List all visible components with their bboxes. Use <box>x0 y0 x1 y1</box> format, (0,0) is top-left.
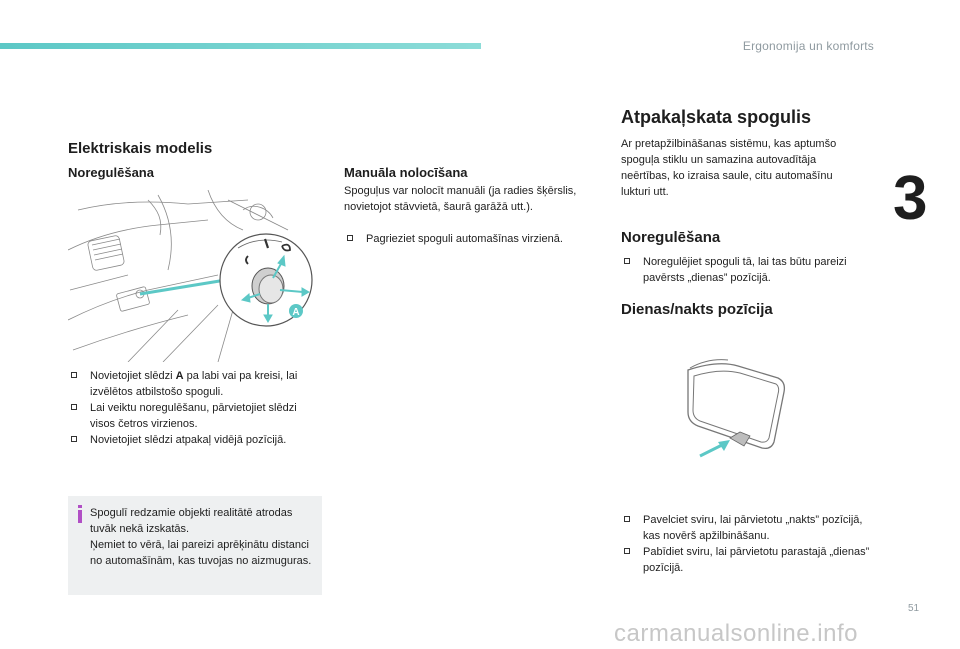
list-item: Novietojiet slēdzi A pa labi vai pa kreisi, lai izvēlētos atbilstošo spoguli. <box>68 368 322 400</box>
manual-fold-steps <box>344 231 584 247</box>
section-title-manual-fold: Manuāla nolocīšana <box>344 165 468 180</box>
section-subtitle-rear-adjust: Noregulēšana <box>621 229 721 246</box>
section-subtitle-adjust: Noregulēšana <box>68 165 154 180</box>
section-subtitle-day-night: Dienas/nakts pozīcija <box>621 301 773 318</box>
electric-steps-list <box>68 368 322 448</box>
section-title-electric: Elektriskais modelis <box>68 140 213 157</box>
chapter-color-bar <box>0 43 481 49</box>
mirror-switch-illustration <box>68 190 320 362</box>
rearview-text: Ar pretapžilbināšanas sistēmu, kas aptumšo spoguļa stiklu un samazina autovadītāja neērtības, ko izraisa saule, citu automašīnu lukturi utt. <box>621 138 837 198</box>
chapter-header: Ergonomija un komforts <box>742 39 874 53</box>
list-item: Novietojiet slēdzi atpakaļ vidējā pozīcijā. <box>68 432 322 448</box>
rear-adjust-steps <box>621 254 871 286</box>
list-item: Pagrieziet spoguli automašīnas virzienā. <box>344 231 584 247</box>
list-item: Pavelciet sviru, lai pārvietotu „nakts” pozīcijā, kas novērš apžilbināšanu. <box>621 512 871 544</box>
list-item: Lai veiktu noregulēšanu, pārvietojiet slēdzi visos četros virzienos. <box>68 400 322 432</box>
page-number: 51 <box>908 603 920 614</box>
rearview-mirror-illustration <box>678 358 788 462</box>
info-icon <box>76 505 84 523</box>
callout-label-a: A <box>292 307 300 318</box>
day-night-steps <box>621 512 871 576</box>
chapter-number: 3 <box>893 164 928 233</box>
list-item: Pabīdiet sviru, lai pārvietotu parastajā „dienas” pozīcijā. <box>621 544 871 576</box>
list-item: Noregulējiet spoguli tā, lai tas būtu pareizi pavērsts „dienas” pozīcijā. <box>621 254 871 286</box>
manual-fold-text: Spoguļus var nolocīt manuāli (ja radies šķērslis, novietojot stāvvietā, šaurā garāžā utt.). <box>344 185 577 213</box>
watermark: carmanualsonline.info <box>614 620 858 647</box>
info-text: Spogulī redzamie objekti realitātē atrodas tuvāk nekā izskatās. Ņemiet to vērā, lai pareizi aprēķinātu distanci no automašīnām, kas tuvojas no aizmuguras. <box>90 507 312 567</box>
section-title-rearview: Atpakaļskata spogulis <box>621 107 812 127</box>
